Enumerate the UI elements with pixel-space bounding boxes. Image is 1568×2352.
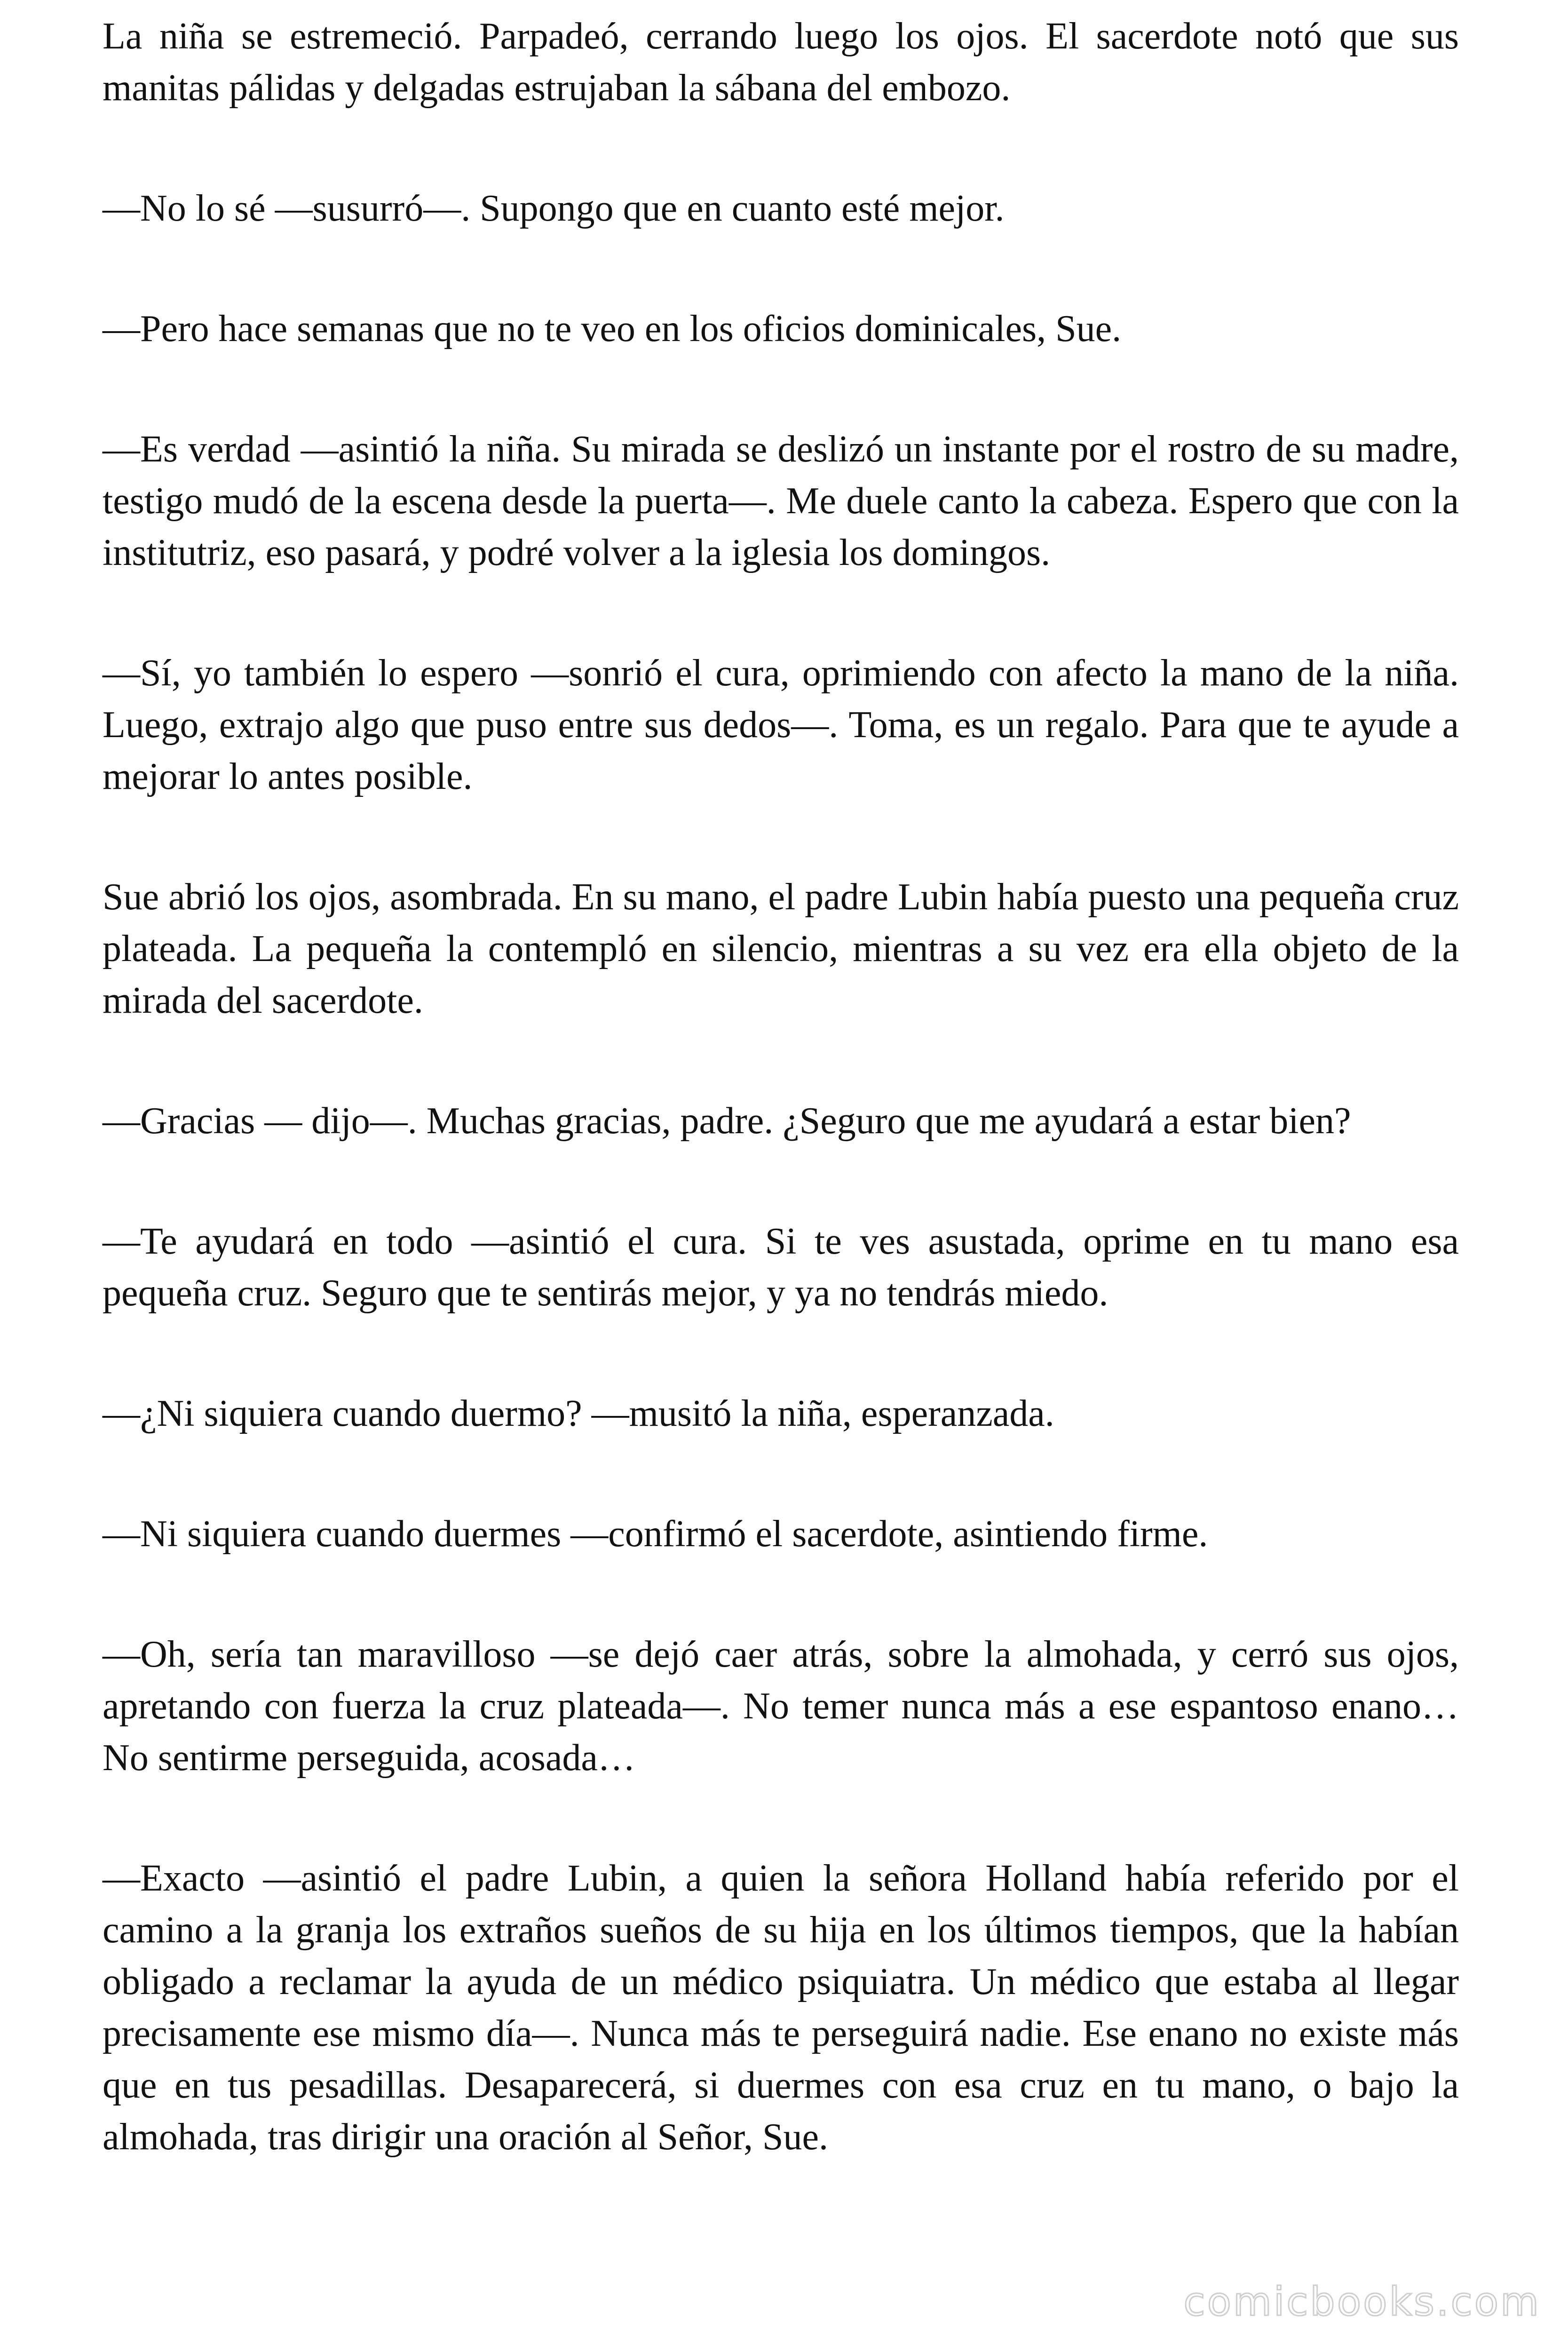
paragraph: —Exacto —asintió el padre Lubin, a quien la señora Holland había referido por el camino a la granja los extraños sueños de su hija en los últimos tiempos, que la habían obligado a reclamar la ayuda de un médico psiquiatra. Un médico que estaba al llegar precisamente ese mismo día—. Nunca más te perseguirá nadie. Ese enano no existe más que en tus pesadillas. Desaparecerá, si duermes con esa cruz en tu mano, o bajo la almohada, tras dirigir una oración al Señor, Sue.: [103, 1858, 1459, 2158]
paragraph: —No lo sé —susurró—. Supongo que en cuanto esté mejor.: [103, 188, 1005, 229]
paragraph: La niña se estremeció. Parpadeó, cerrando luego los ojos. El sacerdote notó que sus manitas pálidas y delgadas estrujaban la sábana del embozo.: [103, 16, 1459, 109]
paragraph: —Oh, sería tan maravilloso —se dejó caer atrás, sobre la almohada, y cerró sus ojos, apretando con fuerza la cruz plateada—. No temer nunca más a ese espantoso enano… No sentirme perseguida, acosada…: [103, 1634, 1459, 1779]
watermark: comicbooks.com: [1183, 2279, 1541, 2325]
text-column: [103, 10, 1459, 2163]
paragraph: —Es verdad —asintió la niña. Su mirada se deslizó un instante por el rostro de su madre, testigo mudó de la escena desde la puerta—. Me duele canto la cabeza. Espero que con la institutriz, eso pasará, y podré volver a la iglesia los domingos.: [103, 429, 1459, 573]
paragraph: —Ni siquiera cuando duermes —confirmó el sacerdote, asintiendo firme.: [103, 1513, 1208, 1555]
paragraph: Sue abrió los ojos, asombrada. En su mano, el padre Lubin había puesto una pequeña cruz plateada. La pequeña la contempló en silencio, mientras a su vez era ella objeto de la mirada del sacerdote.: [103, 876, 1459, 1021]
paragraph: —Gracias — dijo—. Muchas gracias, padre. ¿Seguro que me ayudará a estar bien?: [103, 1100, 1351, 1142]
paragraph: —Te ayudará en todo —asintió el cura. Si te ves asustada, oprime en tu mano esa pequeña cruz. Seguro que te sentirás mejor, y ya no tendrás miedo.: [103, 1221, 1459, 1314]
paragraph: —Sí, yo también lo espero —sonrió el cura, oprimiendo con afecto la mano de la niña. Luego, extrajo algo que puso entre sus dedos—. Toma, es un regalo. Para que te ayude a mejorar lo antes posible.: [103, 652, 1459, 797]
paragraph: —¿Ni siquiera cuando duermo? —musitó la niña, esperanzada.: [103, 1393, 1054, 1434]
paragraph: —Pero hace semanas que no te veo en los oficios dominicales, Sue.: [103, 308, 1122, 350]
